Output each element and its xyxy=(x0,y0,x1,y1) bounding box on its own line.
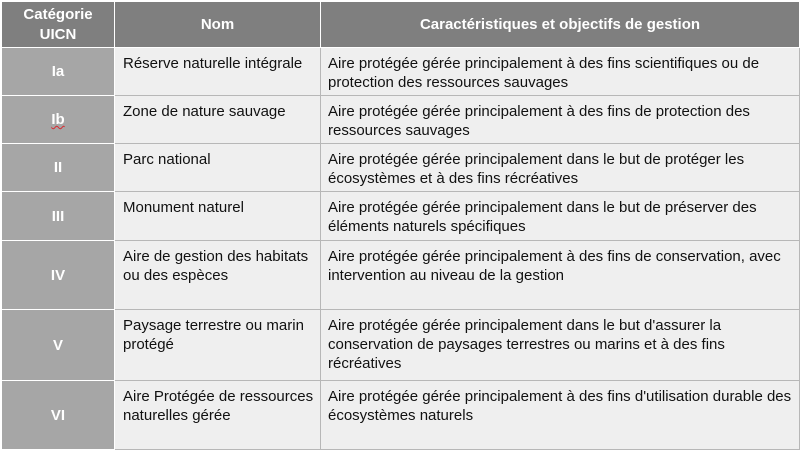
name-cell: Paysage terrestre ou marin protégé xyxy=(115,310,321,381)
table-row xyxy=(2,144,800,192)
category-cell: Ia xyxy=(2,48,115,96)
category-cell: V xyxy=(2,310,115,381)
name-cell: Parc national xyxy=(115,144,321,192)
description-cell: Aire protégée gérée principalement dans le but de préserver des éléments naturels spécifiques xyxy=(321,192,800,241)
description-cell: Aire protégée gérée principalement à des fins scientifiques ou de protection des ressources sauvages xyxy=(321,48,800,96)
header-category-line1: Catégorie xyxy=(23,6,93,23)
table-row xyxy=(2,96,800,144)
category-cell: II xyxy=(2,144,115,192)
category-cell: VI xyxy=(2,381,115,450)
header-name: Nom xyxy=(115,2,321,48)
description-cell: Aire protégée gérée principalement dans le but de protéger les écosystèmes et à des fins récréatives xyxy=(321,144,800,192)
name-cell: Réserve naturelle intégrale xyxy=(115,48,321,96)
name-cell: Aire de gestion des habitats ou des espèces xyxy=(115,241,321,310)
header-row xyxy=(2,2,800,48)
table-row xyxy=(2,48,800,96)
name-cell: Zone de nature sauvage xyxy=(115,96,321,144)
table-row xyxy=(2,310,800,381)
table-row xyxy=(2,192,800,241)
name-cell: Aire Protégée de ressources naturelles gérée xyxy=(115,381,321,450)
description-cell: Aire protégée gérée principalement à des fins de protection des ressources sauvages xyxy=(321,96,800,144)
table-body xyxy=(2,48,800,450)
category-label-spellcheck: Ib xyxy=(51,111,65,128)
header-description: Caractéristiques et objectifs de gestion xyxy=(321,2,800,48)
category-cell: IV xyxy=(2,241,115,310)
description-cell: Aire protégée gérée principalement à des fins d'utilisation durable des écosystèmes naturels xyxy=(321,381,800,450)
header-category-line2: UICN xyxy=(39,26,77,43)
name-cell: Monument naturel xyxy=(115,192,321,241)
description-cell: Aire protégée gérée principalement dans le but d'assurer la conservation de paysages terrestres ou marins et à des fins récréatives xyxy=(321,310,800,381)
iucn-categories-table xyxy=(1,1,800,450)
category-cell: III xyxy=(2,192,115,241)
description-cell: Aire protégée gérée principalement à des fins de conservation, avec intervention au niveau de la gestion xyxy=(321,241,800,310)
table-header xyxy=(2,2,800,48)
table-row xyxy=(2,381,800,450)
header-category xyxy=(2,2,115,48)
category-cell xyxy=(2,96,115,144)
table-row xyxy=(2,241,800,310)
